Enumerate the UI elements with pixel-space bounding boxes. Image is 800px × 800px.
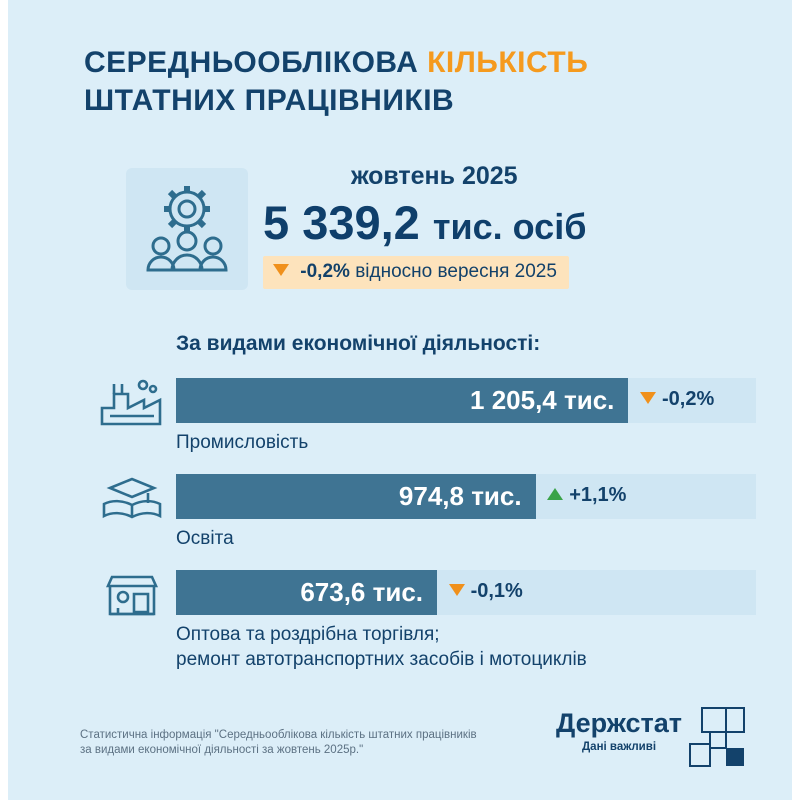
page-title <box>84 44 752 120</box>
row-change <box>640 388 714 411</box>
row-change <box>449 580 523 603</box>
row-value: 974,8 тис. <box>398 481 522 511</box>
footer-note-line-1: Статистична інформація "Середньооблікова кількість штатних працівників <box>80 729 477 741</box>
brand-logo <box>556 708 682 753</box>
title-line-1 <box>84 44 752 82</box>
arrow-down-icon <box>273 264 289 276</box>
arrow-down-icon <box>449 584 465 596</box>
graduation-book-icon <box>96 472 168 526</box>
row-bar <box>176 474 536 519</box>
row-value: 1 205,4 тис. <box>470 385 615 415</box>
row-label-line-2: ремонт автотранспортних засобів і мотоциклів <box>176 649 587 670</box>
row-value: 673,6 тис. <box>300 577 423 607</box>
title-main-text: СЕРЕДНЬООБЛІКОВА <box>84 46 419 79</box>
hero-value-unit: тис. осіб <box>432 206 587 247</box>
row-label <box>176 622 587 672</box>
row-label-line-1: Освіта <box>176 528 234 549</box>
row-label-line-1: Оптова та роздрібна торгівля; <box>176 624 440 645</box>
row-track <box>176 378 756 423</box>
people-gear-icon <box>126 277 248 294</box>
footer-note-line-2: за видами економічної діяльності за жовтень 2025р." <box>80 744 364 756</box>
hero-change-badge <box>263 256 569 289</box>
row-label <box>176 430 308 455</box>
brand-tagline: Дані важливі <box>581 741 657 753</box>
hero-change-pct: -0,2% <box>300 261 350 282</box>
hero-period: жовтень 2025 <box>351 162 518 190</box>
row-bar <box>176 570 437 615</box>
row-label <box>176 526 234 551</box>
brand-mark-icon <box>688 706 748 768</box>
row-track <box>176 570 756 615</box>
hero-change-text: відносно вересня 2025 <box>355 261 557 282</box>
infographic-canvas <box>8 0 792 800</box>
arrow-down-icon <box>640 392 656 404</box>
section-title: За видами економічної діяльності: <box>176 332 541 355</box>
footer-source-note <box>80 728 520 758</box>
row-change <box>547 484 626 507</box>
title-accent-text: КІЛЬКІСТЬ <box>427 46 589 79</box>
brand-name: Держстат <box>556 708 682 738</box>
hero-icon-container <box>126 168 248 290</box>
row-label-line-1: Промисловість <box>176 432 309 453</box>
hero-value <box>263 195 752 250</box>
arrow-up-icon <box>547 488 563 500</box>
row-change-label: -0,1% <box>470 580 523 602</box>
row-change-label: -0,2% <box>662 388 715 410</box>
hero-value-number: 5 339,2 <box>263 196 420 249</box>
shop-icon <box>96 568 168 622</box>
row-track <box>176 474 756 519</box>
hero-summary <box>263 162 752 289</box>
row-change-label: +1,1% <box>569 484 627 506</box>
factory-icon <box>96 376 168 430</box>
row-bar <box>176 378 628 423</box>
title-line-2: ШТАТНИХ ПРАЦІВНИКІВ <box>84 84 455 117</box>
